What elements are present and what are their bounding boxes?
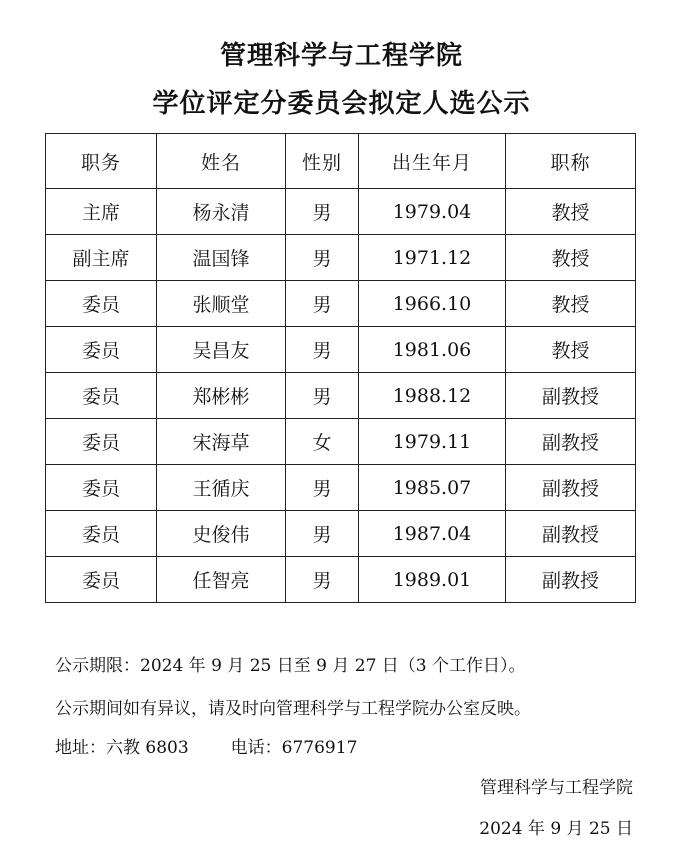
contact-phone: 电话：6776917 xyxy=(230,738,358,758)
cell-name: 吴昌友 xyxy=(157,327,286,373)
cell-gender: 男 xyxy=(286,281,359,327)
cell-birth: 1966.10 xyxy=(359,281,506,327)
cell-gender: 男 xyxy=(286,189,359,235)
cell-position: 委员 xyxy=(46,281,157,327)
header-title: 职称 xyxy=(506,134,636,189)
cell-gender: 男 xyxy=(286,511,359,557)
table-row xyxy=(46,419,636,465)
cell-name: 温国锋 xyxy=(157,235,286,281)
cell-name: 郑彬彬 xyxy=(157,373,286,419)
cell-title: 教授 xyxy=(506,327,636,373)
cell-name: 王循庆 xyxy=(157,465,286,511)
cell-gender: 男 xyxy=(286,235,359,281)
table-row xyxy=(46,327,636,373)
signature-org: 管理科学与工程学院 xyxy=(480,778,633,798)
cell-position: 委员 xyxy=(46,465,157,511)
cell-position: 委员 xyxy=(46,511,157,557)
header-name: 姓名 xyxy=(157,134,286,189)
header-position: 职务 xyxy=(46,134,157,189)
table-row xyxy=(46,281,636,327)
cell-name: 杨永清 xyxy=(157,189,286,235)
cell-birth: 1981.06 xyxy=(359,327,506,373)
cell-birth: 1979.11 xyxy=(359,419,506,465)
cell-birth: 1989.01 xyxy=(359,557,506,603)
page-subtitle: 学位评定分委员会拟定人选公示 xyxy=(152,89,531,119)
cell-position: 委员 xyxy=(46,373,157,419)
cell-birth: 1988.12 xyxy=(359,373,506,419)
cell-title: 副教授 xyxy=(506,465,636,511)
cell-name: 史俊伟 xyxy=(157,511,286,557)
cell-gender: 男 xyxy=(286,373,359,419)
cell-position: 副主席 xyxy=(46,235,157,281)
table-row xyxy=(46,189,636,235)
cell-name: 张顺堂 xyxy=(157,281,286,327)
cell-title: 教授 xyxy=(506,235,636,281)
header-birth: 出生年月 xyxy=(359,134,506,189)
header-gender: 性别 xyxy=(286,134,359,189)
cell-title: 副教授 xyxy=(506,557,636,603)
table-row xyxy=(46,235,636,281)
cell-name: 任智亮 xyxy=(157,557,286,603)
cell-title: 教授 xyxy=(506,189,636,235)
contact-address: 地址：六教 6803 xyxy=(55,738,189,758)
cell-birth: 1979.04 xyxy=(359,189,506,235)
cell-gender: 女 xyxy=(286,419,359,465)
cell-position: 委员 xyxy=(46,419,157,465)
notice-period: 公示期限：2024 年 9 月 25 日至 9 月 27 日（3 个工作日）。 xyxy=(55,656,526,676)
cell-position: 主席 xyxy=(46,189,157,235)
table-row xyxy=(46,511,636,557)
cell-title: 教授 xyxy=(506,281,636,327)
cell-birth: 1971.12 xyxy=(359,235,506,281)
cell-name: 宋海草 xyxy=(157,419,286,465)
notice-objection: 公示期间如有异议，请及时向管理科学与工程学院办公室反映。 xyxy=(55,699,531,719)
cell-title: 副教授 xyxy=(506,511,636,557)
page-title: 管理科学与工程学院 xyxy=(219,41,463,71)
cell-gender: 男 xyxy=(286,557,359,603)
table-row xyxy=(46,465,636,511)
cell-title: 副教授 xyxy=(506,373,636,419)
contact-line xyxy=(55,736,357,760)
cell-gender: 男 xyxy=(286,327,359,373)
signature-date: 2024 年 9 月 25 日 xyxy=(479,819,633,839)
table-row xyxy=(46,373,636,419)
table-header-row xyxy=(46,134,636,189)
cell-birth: 1985.07 xyxy=(359,465,506,511)
cell-position: 委员 xyxy=(46,327,157,373)
cell-position: 委员 xyxy=(46,557,157,603)
cell-title: 副教授 xyxy=(506,419,636,465)
cell-birth: 1987.04 xyxy=(359,511,506,557)
candidates-table xyxy=(45,133,636,603)
table-row xyxy=(46,557,636,603)
cell-gender: 男 xyxy=(286,465,359,511)
